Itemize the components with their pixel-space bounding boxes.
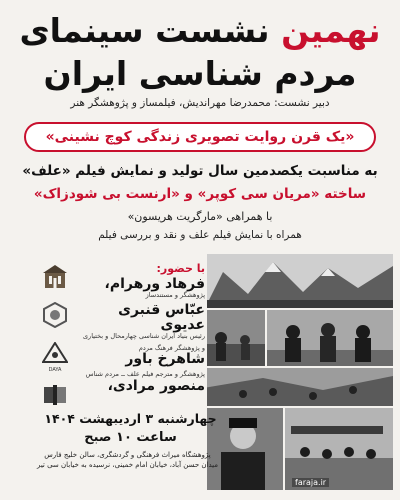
program-line: همراه با نمایش فیلم علف و نقد و بررسی فیلم bbox=[98, 229, 302, 241]
event-date: چهارشنبه ۳ اردیبهشت ۱۴۰۴ bbox=[44, 411, 217, 426]
speaker-name: شاهرخ باور bbox=[125, 351, 205, 368]
speaker-entry bbox=[70, 345, 205, 367]
venue-line-2: میدان حسن آباد، خیابان امام خمینی، نرسیده به خیابان سی تیر bbox=[36, 460, 219, 469]
group-portrait-photo bbox=[265, 308, 395, 368]
speaker-name: عبّاس قنبری عدیوی bbox=[118, 302, 205, 334]
speaker-name: منصور مرادی، bbox=[107, 377, 205, 394]
occasion-line: به مناسبت یکصدمین سال تولید و نمایش فیلم «علف» bbox=[22, 163, 378, 179]
hexagon-emblem-icon bbox=[40, 302, 70, 328]
with-line: با همراهی «مارگریت هریسون» bbox=[127, 210, 273, 223]
title-rest: نشست سینمای bbox=[19, 11, 270, 50]
caravan-photo bbox=[205, 366, 395, 408]
mountain-photo bbox=[205, 252, 395, 310]
speaker-role: پژوهشگر و مستندساز bbox=[145, 290, 205, 299]
building-emblem-icon bbox=[40, 264, 70, 290]
venue-line-1: پژوهشگاه میراث فرهنگی و گردشگری، سالن خلیج فارس bbox=[44, 451, 211, 459]
speaker-name: فرهاد ورهرام، bbox=[104, 276, 205, 292]
makers-line: ساخته «مریان سی کوپر» و «ارنست بی شودزاک» bbox=[33, 186, 367, 202]
presence-header: با حضور: bbox=[156, 262, 205, 275]
speakers-list bbox=[70, 262, 205, 398]
logo-caption: DAYA bbox=[48, 367, 62, 373]
event-venue bbox=[10, 451, 245, 471]
book-logo-icon bbox=[40, 382, 70, 408]
speaker-entry bbox=[70, 303, 205, 340]
nomad-camp-photo bbox=[205, 308, 267, 368]
speaker-role: پژوهشگر و مترجم فیلم علف ــ مردم شناس bbox=[85, 370, 205, 379]
poster-title-line-2: مردم شناسی ایران bbox=[43, 54, 357, 93]
site-watermark: faraja.ir bbox=[292, 478, 329, 487]
speaker-role: و پژوهشگر فرهنگ مردم bbox=[138, 343, 205, 352]
title-accent: نهمین bbox=[281, 11, 381, 50]
poster-title-line-1 bbox=[0, 11, 400, 50]
theme-banner: «یک قرن روایت تصویری زندگی کوچ نشینی» bbox=[24, 122, 376, 152]
speaker-role: رئیس بنیاد ایران شناسی چهارمحال و بختیاری bbox=[82, 331, 205, 340]
event-time: ساعت ۱۰ صبح bbox=[84, 430, 177, 445]
speaker-entry bbox=[70, 277, 205, 299]
daya-logo-icon bbox=[40, 340, 70, 366]
secretary-line: دبیر نشست: محمدرضا مهراندیش، فیلمساز و پژوهشگر هنر bbox=[70, 97, 330, 109]
speaker-entry bbox=[70, 371, 205, 393]
